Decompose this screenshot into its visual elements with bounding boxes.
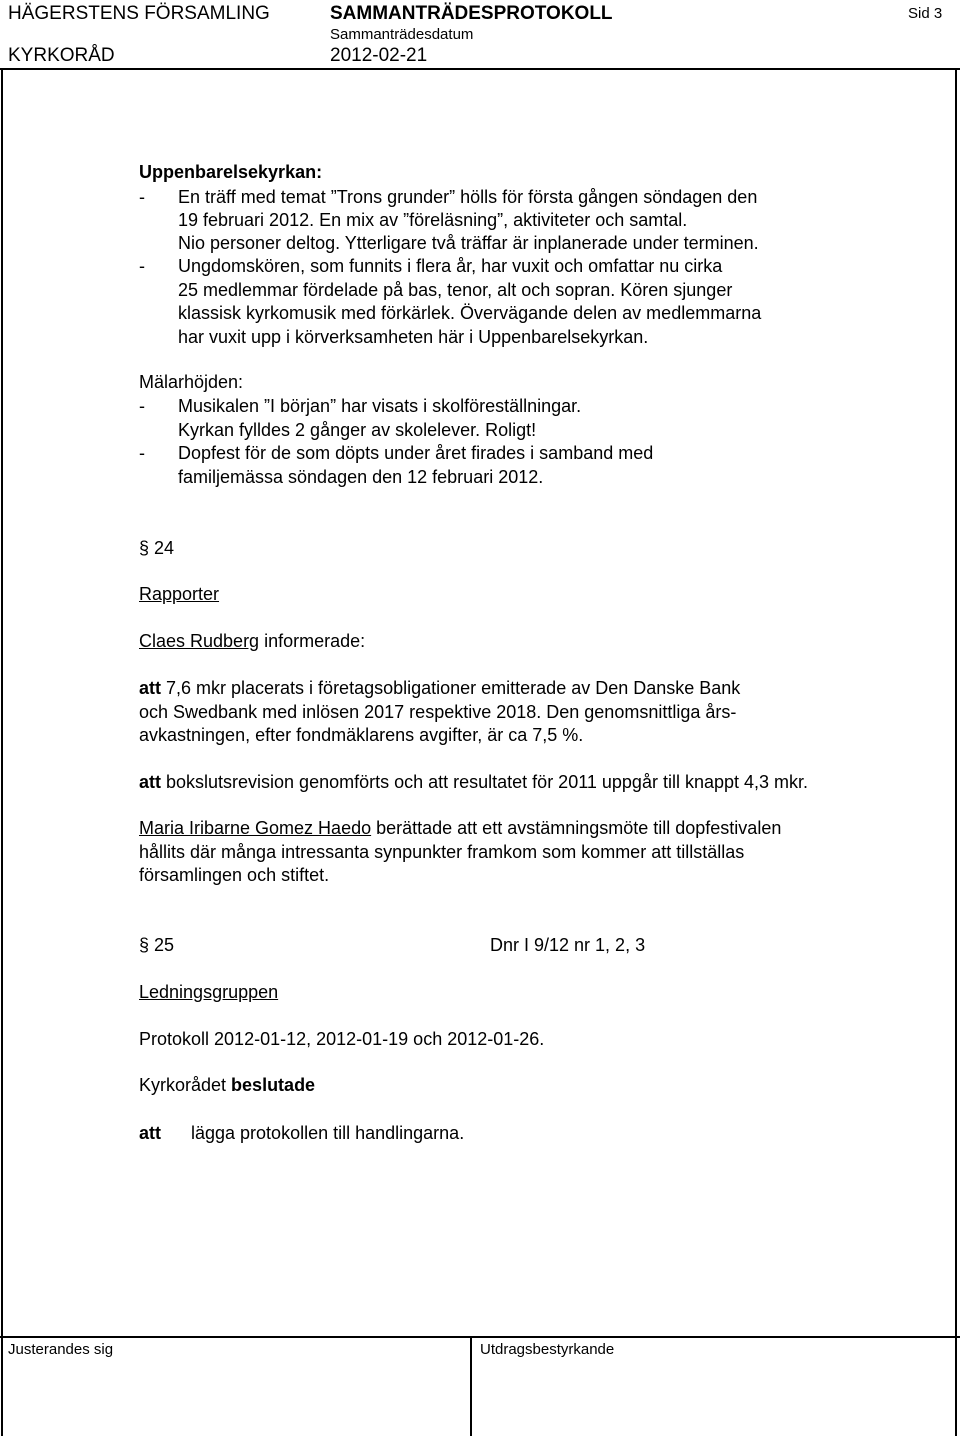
- report-line: avkastningen, efter fondmäklarens avgifter, är ca 7,5 %.: [139, 725, 584, 745]
- document-type: SAMMANTRÄDESPROTOKOLL: [330, 3, 613, 24]
- list-item-line: Nio personer deltog. Ytterligare två träffar är inplanerade under terminen.: [178, 233, 759, 253]
- report-text: 7,6 mkr placerats i företagsobligationer emitterade av Den Danske Bank: [161, 678, 741, 698]
- report-line: hållits där många intressanta synpunkter framkom som kommer att tillställas: [139, 842, 745, 862]
- att-keyword: att: [139, 772, 161, 792]
- list-item-line: Dopfest för de som döpts under året firades i samband med: [178, 443, 654, 463]
- list-item-line: 25 medlemmar fördelade på bas, tenor, alt och sopran. Kören sjunger: [178, 280, 733, 300]
- list-item-line: En träff med temat ”Trons grunder” hölls för första gången söndagen den: [178, 187, 758, 207]
- page-number: Sid 3: [908, 5, 943, 22]
- speaker-line: [139, 630, 365, 654]
- report-line: [139, 771, 808, 795]
- decision-subject: Kyrkorådet: [139, 1075, 232, 1095]
- list-item-line: Kyrkan fylldes 2 gånger av skolelever. Roligt!: [178, 420, 537, 440]
- report-line: församlingen och stiftet.: [139, 865, 330, 885]
- bullet-dash: -: [139, 187, 145, 207]
- section-heading-uppenbarelse: Uppenbarelsekyrkan:: [139, 162, 323, 182]
- meeting-date: 2012-02-21: [330, 45, 428, 66]
- report-line: [139, 677, 740, 701]
- report-line: och Swedbank med inlösen 2017 respektive 2018. Den genomsnittliga års-: [139, 702, 737, 722]
- list-item-line: har vuxit upp i körverksamheten här i Uppenbarelsekyrkan.: [178, 327, 649, 347]
- parish-name: HÄGERSTENS FÖRSAMLING: [8, 3, 270, 24]
- decision-line: [139, 1074, 315, 1098]
- paragraph-title: Ledningsgruppen: [139, 982, 279, 1002]
- list-item-line: familjemässa söndagen den 12 februari 2012.: [178, 467, 544, 487]
- list-item-line: klassisk kyrkomusik med förkärlek. Övervägande delen av medlemmarna: [178, 303, 762, 323]
- decision-text: lägga protokollen till handlingarna.: [191, 1123, 465, 1143]
- date-label: Sammanträdesdatum: [330, 26, 474, 43]
- section-heading-malarhojden: Mälarhöjden:: [139, 372, 244, 392]
- diary-number: Dnr I 9/12 nr 1, 2, 3: [490, 935, 646, 955]
- report-text: berättade att ett avstämningsmöte till dopfestivalen: [371, 818, 782, 838]
- left-border: [1, 68, 3, 1436]
- report-text: bokslutsrevision genomförts och att resultatet för 2011 uppgår till knappt 4,3 mkr.: [161, 772, 809, 792]
- list-item-line: Ungdomskören, som funnits i flera år, har vuxit och omfattar nu cirka: [178, 256, 723, 276]
- header-divider: [0, 68, 960, 70]
- att-keyword: att: [139, 678, 161, 698]
- report-line: [139, 817, 781, 841]
- speaker-name: Claes Rudberg: [139, 631, 260, 651]
- att-keyword: att: [139, 1123, 161, 1143]
- footer-divider: [0, 1336, 960, 1338]
- list-item-line: Musikalen ”I början” har visats i skolföreställningar.: [178, 396, 582, 416]
- list-item-line: 19 februari 2012. En mix av ”föreläsning”, aktiviteter och samtal.: [178, 210, 688, 230]
- right-border: [955, 68, 957, 1436]
- paragraph-number: § 25: [139, 935, 175, 955]
- bullet-dash: -: [139, 256, 145, 276]
- paragraph-title: Rapporter: [139, 584, 220, 604]
- decision-verb: beslutade: [231, 1075, 316, 1095]
- speaker-verb: informerade:: [259, 631, 366, 651]
- footer-separator: [470, 1336, 472, 1436]
- footer-certification-label: Utdragsbestyrkande: [480, 1341, 615, 1358]
- speaker-name: Maria Iribarne Gomez Haedo: [139, 818, 372, 838]
- bullet-dash: -: [139, 396, 145, 416]
- protocol-list: Protokoll 2012-01-12, 2012-01-19 och 2012-01-26.: [139, 1029, 545, 1049]
- council-name: KYRKORÅD: [8, 45, 115, 66]
- bullet-dash: -: [139, 443, 145, 463]
- paragraph-number: § 24: [139, 538, 175, 558]
- footer-signature-label: Justerandes sig: [8, 1341, 114, 1358]
